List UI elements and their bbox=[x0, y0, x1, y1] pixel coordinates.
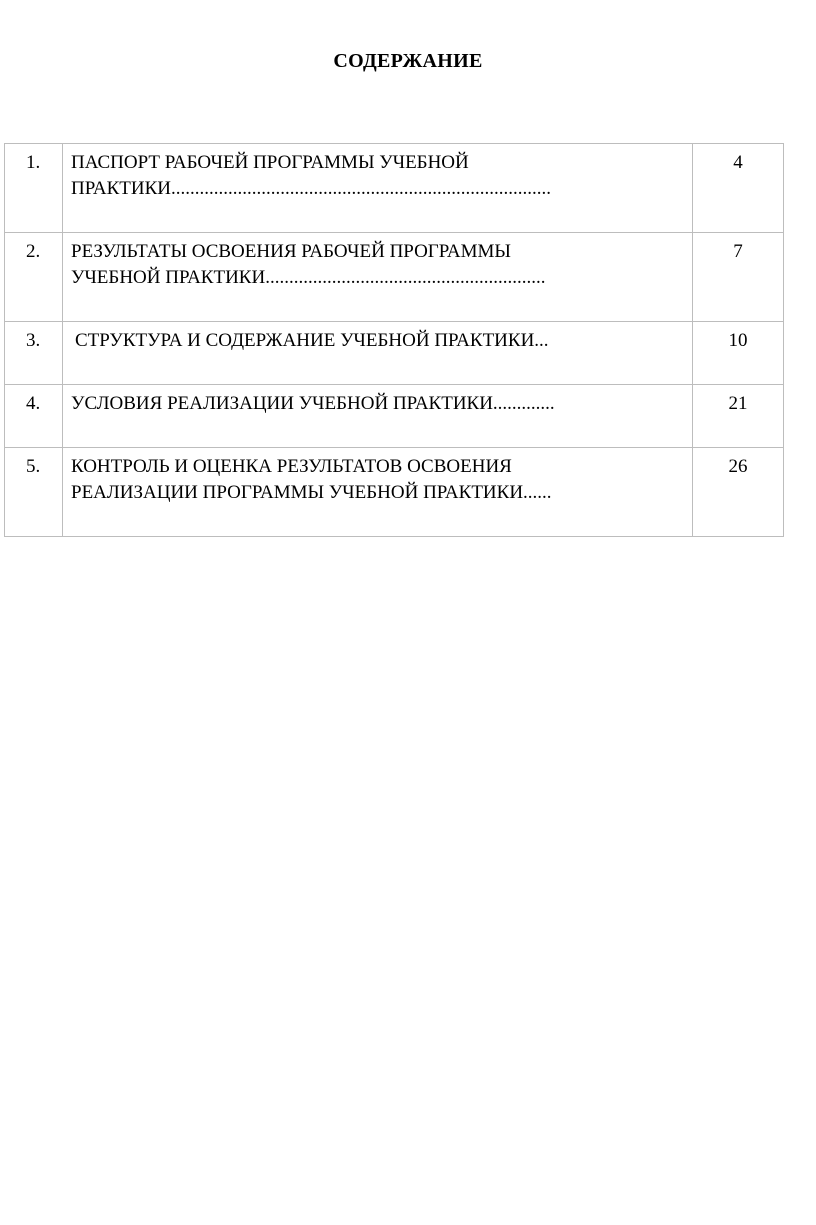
toc-item-title-cell bbox=[63, 144, 693, 233]
toc-item-page: 10 bbox=[693, 322, 784, 385]
toc-item-number: 5. bbox=[5, 448, 63, 537]
table-of-contents bbox=[4, 143, 784, 537]
toc-row bbox=[5, 448, 784, 537]
toc-item-title-cell bbox=[63, 233, 693, 322]
toc-row bbox=[5, 144, 784, 233]
toc-item-title: КОНТРОЛЬ И ОЦЕНКА РЕЗУЛЬТАТОВ ОСВОЕНИЯ РЕАЛИЗАЦИИ ПРОГРАММЫ УЧЕБНОЙ ПРАКТИКИ...... bbox=[71, 456, 552, 503]
toc-item-page: 26 bbox=[693, 448, 784, 537]
toc-item-page: 4 bbox=[693, 144, 784, 233]
toc-item-number: 3. bbox=[5, 322, 63, 385]
toc-row bbox=[5, 385, 784, 448]
toc-item-title: РЕЗУЛЬТАТЫ ОСВОЕНИЯ РАБОЧЕЙ ПРОГРАММЫ УЧЕБНОЙ ПРАКТИКИ........................................................... bbox=[71, 241, 546, 288]
toc-item-title: УСЛОВИЯ РЕАЛИЗАЦИИ УЧЕБНОЙ ПРАКТИКИ............. bbox=[71, 393, 555, 414]
toc-item-number: 1. bbox=[5, 144, 63, 233]
toc-item-page: 21 bbox=[693, 385, 784, 448]
toc-item-title-cell bbox=[63, 322, 693, 385]
toc-item-number: 2. bbox=[5, 233, 63, 322]
toc-item-title-cell bbox=[63, 448, 693, 537]
toc-item-title: ПАСПОРТ РАБОЧЕЙ ПРОГРАММЫ УЧЕБНОЙ ПРАКТИКИ................................................................................ bbox=[71, 152, 551, 199]
toc-item-number: 4. bbox=[5, 385, 63, 448]
toc-row bbox=[5, 322, 784, 385]
toc-item-title: СТРУКТУРА И СОДЕРЖАНИЕ УЧЕБНОЙ ПРАКТИКИ... bbox=[75, 330, 549, 351]
toc-item-title-cell bbox=[63, 385, 693, 448]
page-title: СОДЕРЖАНИЕ bbox=[333, 50, 483, 72]
toc-row bbox=[5, 233, 784, 322]
toc-item-page: 7 bbox=[693, 233, 784, 322]
